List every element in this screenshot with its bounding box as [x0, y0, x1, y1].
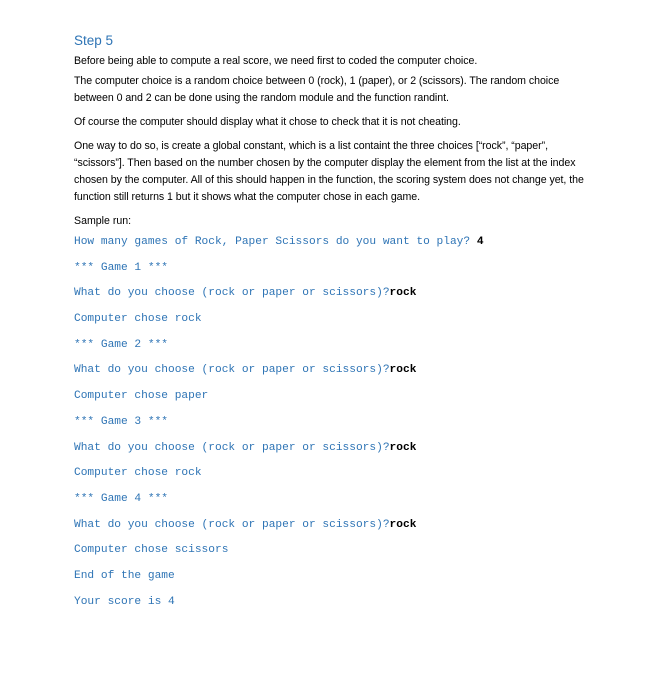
console-prompt: *** Game 2 *** [74, 338, 168, 351]
console-prompt: *** Game 1 *** [74, 261, 168, 274]
console-line [74, 389, 594, 404]
console-user-input: rock [389, 364, 417, 377]
sample-run-output [74, 235, 594, 610]
console-line [74, 235, 594, 250]
console-line [74, 492, 594, 507]
console-prompt: *** Game 4 *** [74, 492, 168, 505]
console-line [74, 338, 594, 353]
console-prompt: Computer chose paper [74, 390, 209, 403]
console-line [74, 543, 594, 558]
console-line [74, 286, 594, 301]
step-heading: Step 5 [74, 33, 114, 48]
console-line [74, 363, 594, 378]
console-prompt: What do you choose (rock or paper or scissors)? [74, 287, 390, 300]
sample-run-label: Sample run: [74, 215, 132, 227]
console-line [74, 312, 594, 327]
display-choice-paragraph: Of course the computer should display what it chose to check that it is not cheating. [74, 116, 461, 128]
console-user-input: 4 [476, 236, 484, 248]
document-page [74, 32, 594, 620]
console-prompt: Your score is 4 [74, 595, 175, 608]
console-line [74, 595, 594, 610]
console-prompt: What do you choose (rock or paper or scissors)? [74, 364, 390, 377]
console-prompt: *** Game 3 *** [74, 415, 168, 428]
console-line [74, 518, 594, 533]
console-user-input: rock [389, 287, 417, 300]
console-line [74, 569, 594, 584]
console-prompt: How many games of Rock, Paper Scissors do you want to play? [74, 236, 477, 248]
console-prompt: Computer chose rock [74, 467, 202, 480]
console-user-input: rock [389, 441, 417, 454]
console-prompt: Computer chose rock [74, 313, 202, 326]
console-prompt: End of the game [74, 569, 175, 582]
console-line [74, 415, 594, 430]
console-line [74, 466, 594, 481]
console-prompt: What do you choose (rock or paper or scissors)? [74, 518, 390, 531]
console-user-input: rock [389, 518, 417, 531]
console-line [74, 261, 594, 276]
console-prompt: What do you choose (rock or paper or scissors)? [74, 441, 390, 454]
console-line [74, 441, 594, 456]
global-constant-paragraph: One way to do so, is create a global constant, which is a list containt the three choices [“rock”, “paper”, “scissors”]. Then based on the number chosen by the computer display the element from the list at the index chosen by the computer. All of this should happen in the function, the scoring system does not change yet, the function still returns 1 but it shows what the computer chose in each game. [74, 140, 584, 203]
random-choice-paragraph: The computer choice is a random choice between 0 (rock), 1 (paper), or 2 (scissors). The random choice between 0 and 2 can be done using the random module and the function randint. [74, 75, 560, 104]
intro-paragraph: Before being able to compute a real score, we need first to coded the computer choice. [74, 55, 478, 67]
console-prompt: Computer chose scissors [74, 544, 229, 557]
